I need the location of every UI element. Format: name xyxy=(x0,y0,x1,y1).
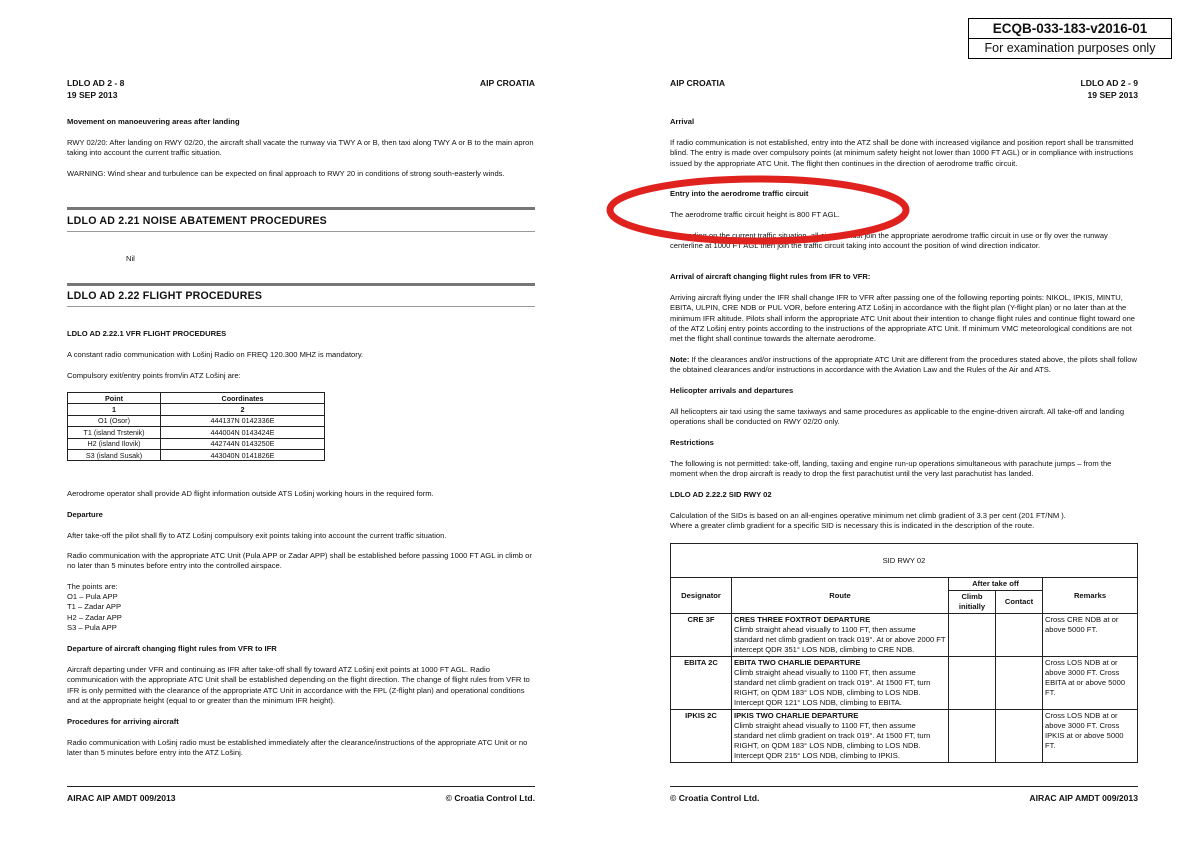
publication-title-left: AIP CROATIA xyxy=(479,78,535,88)
arriving-paragraph: Radio communication with Lošinj radio must be established immediately after the clearance/instructions of the appropriate ATC Unit or no later than 5 minutes before entry into the ATZ Lošinj. xyxy=(67,738,528,758)
footer-copyright-left: © Croatia Control Ltd. xyxy=(445,793,535,803)
route-text: Climb straight ahead visually to 1100 FT, then assume standard net climb gradient on track 019°. At 1500 FT, turn RIGHT, on QDM 183° LOS NDB, climbing to LOS NDB. Intercept QDR 121° LOS NDB, climbing to EBITA. xyxy=(734,668,931,707)
contact-cell xyxy=(996,657,1043,710)
header-climb: Climb initially xyxy=(949,591,996,614)
designator-cell: CRE 3F xyxy=(671,614,732,657)
contact-cell xyxy=(996,710,1043,763)
vfr-paragraph-1: A constant radio communication with Lošinj Radio on FREQ 120.300 MHZ is mandatory. xyxy=(67,350,364,359)
page-date-right: 19 SEP 2013 xyxy=(1087,90,1138,100)
helicopter-paragraph: All helicopters air taxi using the same taxiways and same procedures as applicable to the engine-driven aircraft. All take-off and landing operations shall be conducted on RWY 02/20 only. xyxy=(670,407,1125,427)
entry-paragraph-2: Depending on the current traffic situation, all aircraft must join the appropriate aerodrome traffic circuit in use or fly over the runway centerline at 1000 FT AGL then join the traffic circuit taking into account the position of wind direction indicator. xyxy=(670,231,1108,251)
sid-table xyxy=(670,543,1138,763)
point-item: T1 – Zadar APP xyxy=(67,602,122,611)
points-intro: The points are: xyxy=(67,582,118,591)
footer-copyright-right: © Croatia Control Ltd. xyxy=(670,793,760,803)
departure-paragraph-2: Radio communication with the appropriate ATC Unit (Pula APP or Zadar APP) shall be established before passing 1000 FT AGL in climb or no later than 5 minutes before entry into the controlled airspace. xyxy=(67,551,532,571)
coord-cell: 444004N 0143424E xyxy=(161,427,325,438)
vfr-heading: LDLO AD 2.22.1 VFR FLIGHT PROCEDURES xyxy=(67,329,227,338)
note-label: Note: xyxy=(670,355,690,364)
noise-body: Nil xyxy=(126,254,135,263)
climb-cell xyxy=(949,710,996,763)
section-underline xyxy=(67,231,535,232)
sid-paragraph-2: Where a greater climb gradient for a specific SID is necessary this is indicated in the description of the route. xyxy=(670,521,1035,530)
table-row xyxy=(671,657,1138,710)
arrival-heading: Arrival xyxy=(670,117,695,126)
climb-cell xyxy=(949,614,996,657)
remarks-cell: Cross CRE NDB at or above 5000 FT. xyxy=(1043,614,1138,657)
route-cell xyxy=(732,614,949,657)
table-row xyxy=(671,614,1138,657)
table-row xyxy=(68,415,325,426)
table-row xyxy=(671,710,1138,763)
note-text: If the clearances and/or instructions of the appropriate ATC Unit are different from the procedures stated above, the pilots shall follow the obtained clearances and/or instructions in accordance with the Aviation Law and the Rules of the Air and ATS. xyxy=(670,355,1137,375)
movement-heading: Movement on manoeuvering areas after landing xyxy=(67,117,240,126)
helicopter-heading: Helicopter arrivals and departures xyxy=(670,386,794,395)
point-item: S3 – Pula APP xyxy=(67,623,117,632)
point-cell: S3 (island Susak) xyxy=(68,449,161,460)
sid-heading: LDLO AD 2.22.2 SID RWY 02 xyxy=(670,490,772,499)
remarks-cell: Cross LOS NDB at or above 3000 FT. Cross IPKIS at or above 5000 FT. xyxy=(1043,710,1138,763)
exam-note: For examination purposes only xyxy=(984,41,1156,55)
climb-cell xyxy=(949,657,996,710)
movement-paragraph-2: WARNING: Wind shear and turbulence can be expected on final approach to RWY 20 in conditions of strong south-easterly winds. xyxy=(67,169,505,178)
remarks-cell: Cross LOS NDB at or above 3000 FT. Cross EBITA at or above 5000 FT. xyxy=(1043,657,1138,710)
route-text: Climb straight ahead visually to 1100 FT, then assume standard net climb gradient on track 019°. At 1500 FT, turn RIGHT, on QDM 183° LOS NDB, climbing to LOS NDB. Intercept QDR 215° LOS NDB, climbing to IPKIS. xyxy=(734,721,931,760)
restrictions-paragraph: The following is not permitted: take-off, landing, taxiing and engine run-up operations simultaneous with parachute jumps – from the moment when the drop aircraft is ready to drop the first parachutist until the very last parachutist has landed. xyxy=(670,459,1112,479)
ifr-to-vfr-paragraph: Arriving aircraft flying under the IFR shall change IFR to VFR after passing one of the following reporting points: NIKOL, IPKIS, MINTU, EBITA, ULPIN, CRE NDB or PUL VOR, before entering ATZ Lošinj in accordance with the flight plan (Y-flight plan) or no later than at the minimum IFR altitude. Pilots shall inform the appropriate ATC Unit about their intention to change flight rules and continue flight toward one of the ATZ Lošinj entry points according to the instructions of the appropriate ATC Unit. If minimum VMC meteorological conditions are not met the flight shall continue towards the alternate aerodrome. xyxy=(670,293,1136,344)
table-header-point: Point xyxy=(68,393,161,404)
page-number-left: LDLO AD 2 - 8 xyxy=(67,78,125,88)
coord-cell: 443040N 0141826E xyxy=(161,449,325,460)
designator-cell: EBITA 2C xyxy=(671,657,732,710)
restrictions-heading: Restrictions xyxy=(670,438,714,447)
header-remarks: Remarks xyxy=(1043,578,1138,614)
route-title: CRES THREE FOXTROT DEPARTURE xyxy=(734,615,871,624)
route-text: Climb straight ahead visually to 1100 FT, then assume standard net climb gradient on track 019°. At or above 2000 FT intercept QDR 351° LOS NDB, climbing to CRE NDB. xyxy=(734,625,946,654)
exam-code: ECQB-033-183-v2016-01 xyxy=(969,19,1171,39)
movement-paragraph-1: RWY 02/20: After landing on RWY 02/20, the aircraft shall vacate the runway via TWY A or B, then taxi along TWY A or B to the main apron taking into account the current traffic situation. xyxy=(67,138,534,158)
section-underline xyxy=(67,306,535,307)
section-bar xyxy=(67,207,535,210)
point-cell: O1 (Osor) xyxy=(68,415,161,426)
entry-heading: Entry into the aerodrome traffic circuit xyxy=(670,189,809,198)
point-cell: T1 (island Trstenik) xyxy=(68,427,161,438)
aerodrome-operator-paragraph: Aerodrome operator shall provide AD flight information outside ATS Lošinj working hours in the required form. xyxy=(67,489,434,498)
footer-rule xyxy=(670,786,1138,787)
publication-title-right: AIP CROATIA xyxy=(670,78,726,88)
entry-paragraph-1: The aerodrome traffic circuit height is 800 FT AGL. xyxy=(670,210,840,219)
route-title: IPKIS TWO CHARLIE DEPARTURE xyxy=(734,711,859,720)
route-cell xyxy=(732,657,949,710)
footer-rule xyxy=(67,786,535,787)
vfr-paragraph-2: Compulsory exit/entry points from/in ATZ Lošinj are: xyxy=(67,371,241,380)
departure-heading: Departure xyxy=(67,510,103,519)
table-col-number: 2 xyxy=(161,404,325,415)
footer-amendment-right: AIRAC AIP AMDT 009/2013 xyxy=(1029,793,1138,803)
arriving-heading: Procedures for arriving aircraft xyxy=(67,717,179,726)
coord-cell: 442744N 0143250E xyxy=(161,438,325,449)
vfr-to-ifr-heading: Departure of aircraft changing flight rules from VFR to IFR xyxy=(67,644,277,653)
exit-entry-points-table xyxy=(67,392,325,461)
table-row xyxy=(68,427,325,438)
section-bar xyxy=(67,283,535,286)
point-item: H2 – Zadar APP xyxy=(67,613,122,622)
ifr-to-vfr-heading: Arrival of aircraft changing flight rules from IFR to VFR: xyxy=(670,272,871,281)
table-row xyxy=(68,438,325,449)
exam-stamp xyxy=(968,18,1172,59)
sid-table-title: SID RWY 02 xyxy=(671,544,1138,578)
table-row xyxy=(68,449,325,460)
arrival-paragraph: If radio communication is not established, entry into the ATZ shall be done with increased vigilance and position report shall be transmitted blind. The entry is made over compulsory points (at minimum safety height not lower than 1000 FT AGL) or in compliance with instructions issued by the appropriate ATC Unit. The flight then continues in the direction of aerodrome traffic circuit. xyxy=(670,138,1134,168)
table-header-coordinates: Coordinates xyxy=(161,393,325,404)
vfr-to-ifr-paragraph: Aircraft departing under VFR and continuing as IFR after take-off shall fly toward ATZ Lošinj exit points at 1000 FT AGL. Radio communication with the appropriate ATC Unit shall be established depending on the flight direction. The change of flight rules from VFR to IFR is only permitted with the clearance of the appropriate ATC Unit in accordance with the FPL (Z-flight plan) and operational conditions and at the appropriate height (equal to or greater than the minimum IFR height). xyxy=(67,665,530,705)
flight-section-title: LDLO AD 2.22 FLIGHT PROCEDURES xyxy=(67,290,263,302)
route-cell xyxy=(732,710,949,763)
contact-cell xyxy=(996,614,1043,657)
table-col-number: 1 xyxy=(68,404,161,415)
point-cell: H2 (island Ilovik) xyxy=(68,438,161,449)
noise-section-title: LDLO AD 2.21 NOISE ABATEMENT PROCEDURES xyxy=(67,215,327,227)
route-title: EBITA TWO CHARLIE DEPARTURE xyxy=(734,658,861,667)
departure-paragraph-1: After take-off the pilot shall fly to ATZ Lošinj compulsory exit points taking into account the current traffic situation. xyxy=(67,531,447,540)
footer-amendment-left: AIRAC AIP AMDT 009/2013 xyxy=(67,793,176,803)
header-route: Route xyxy=(732,578,949,614)
page-date-left: 19 SEP 2013 xyxy=(67,90,118,100)
point-item: O1 – Pula APP xyxy=(67,592,118,601)
designator-cell: IPKIS 2C xyxy=(671,710,732,763)
header-contact: Contact xyxy=(996,591,1043,614)
note-paragraph xyxy=(670,355,1138,376)
page-number-right: LDLO AD 2 - 9 xyxy=(1080,78,1138,88)
coord-cell: 444137N 0142336E xyxy=(161,415,325,426)
header-designator: Designator xyxy=(671,578,732,614)
sid-paragraph-1: Calculation of the SIDs is based on an all-engines operative minimum net climb gradient of 3.3 per cent (201 FT/NM ). xyxy=(670,511,1066,520)
header-after-take-off: After take off xyxy=(949,578,1043,591)
